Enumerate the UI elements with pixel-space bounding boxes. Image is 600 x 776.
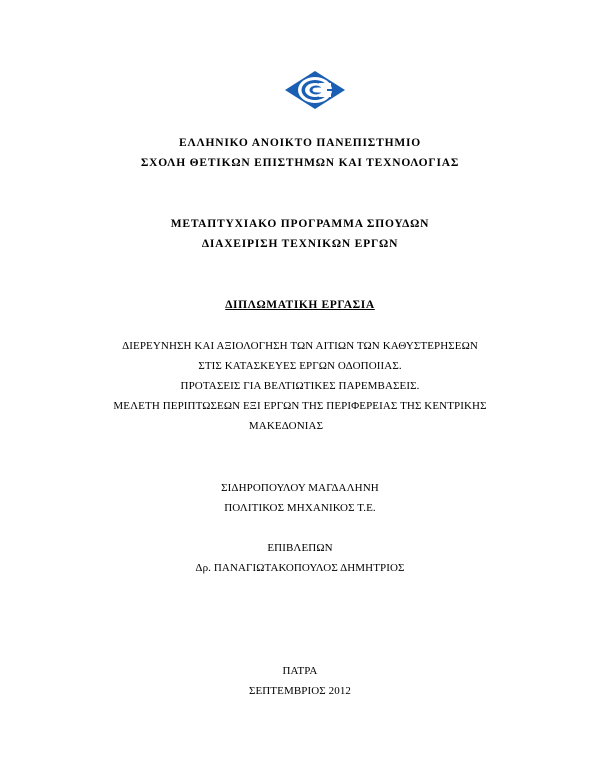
thesis-title-line: ΜΕΛΕΤΗ ΠΕΡΙΠΤΩΣΕΩΝ ΕΞΙ ΕΡΓΩΝ ΤΗΣ ΠΕΡΙΦΕΡΕΙΑΣ ΤΗΣ ΚΕΝΤΡΙΚΗΣ [113,400,487,412]
date: ΣΕΠΤΕΜΒΡΙΟΣ 2012 [248,685,352,697]
author-title: ΠΟΛΙΤΙΚΟΣ ΜΗΧΑΝΙΚΟΣ Τ.Ε. [224,502,376,514]
university-logo-icon [283,70,347,110]
city: ΠΑΤΡΑ [282,665,318,677]
thesis-title-line: ΜΑΚΕΔΟΝΙΑΣ [248,420,324,432]
thesis-title-line: ΠΡΟΤΑΣΕΙΣ ΓΙΑ ΒΕΛΤΙΩΤΙΚΕΣ ΠΑΡΕΜΒΑΣΕΙΣ. [180,380,420,392]
document-type: ΔΙΠΛΩΜΑΤΙΚΗ ΕΡΓΑΣΙΑ [225,299,375,311]
supervisor-label: ΕΠΙΒΛΕΠΩΝ [267,542,333,554]
program-subject: ΔΙΑΧΕΙΡΙΣΗ ΤΕΧΝΙΚΩΝ ΕΡΓΩΝ [201,238,399,250]
thesis-title-line: ΣΤΙΣ ΚΑΤΑΣΚΕΥΕΣ ΕΡΓΩΝ ΟΔΟΠΟΙΙΑΣ. [198,360,402,372]
university-name: ΕΛΛΗΝΙΚΟ ΑΝΟΙΚΤΟ ΠΑΝΕΠΙΣΤΗΜΙΟ [178,137,422,149]
thesis-title-line: ΔΙΕΡΕΥΝΗΣΗ ΚΑΙ ΑΞΙΟΛΟΓΗΣΗ ΤΩΝ ΑΙΤΙΩΝ ΤΩΝ ΚΑΘΥΣΤΕΡΗΣΕΩΝ [122,340,478,352]
program-name: ΜΕΤΑΠΤΥΧΙΑΚΟ ΠΡΟΓΡΑΜΜΑ ΣΠΟΥΔΩΝ [170,218,430,230]
supervisor-name: Δρ. ΠΑΝΑΓΙΩΤΑΚΟΠΟΥΛΟΣ ΔΗΜΗΤΡΙΟΣ [195,562,405,574]
school-name: ΣΧΟΛΗ ΘΕΤΙΚΩΝ ΕΠΙΣΤΗΜΩΝ ΚΑΙ ΤΕΧΝΟΛΟΓΙΑΣ [140,157,460,169]
author-name: ΣΙΔΗΡΟΠΟΥΛΟΥ ΜΑΓΔΑΛΗΝΗ [221,482,379,494]
